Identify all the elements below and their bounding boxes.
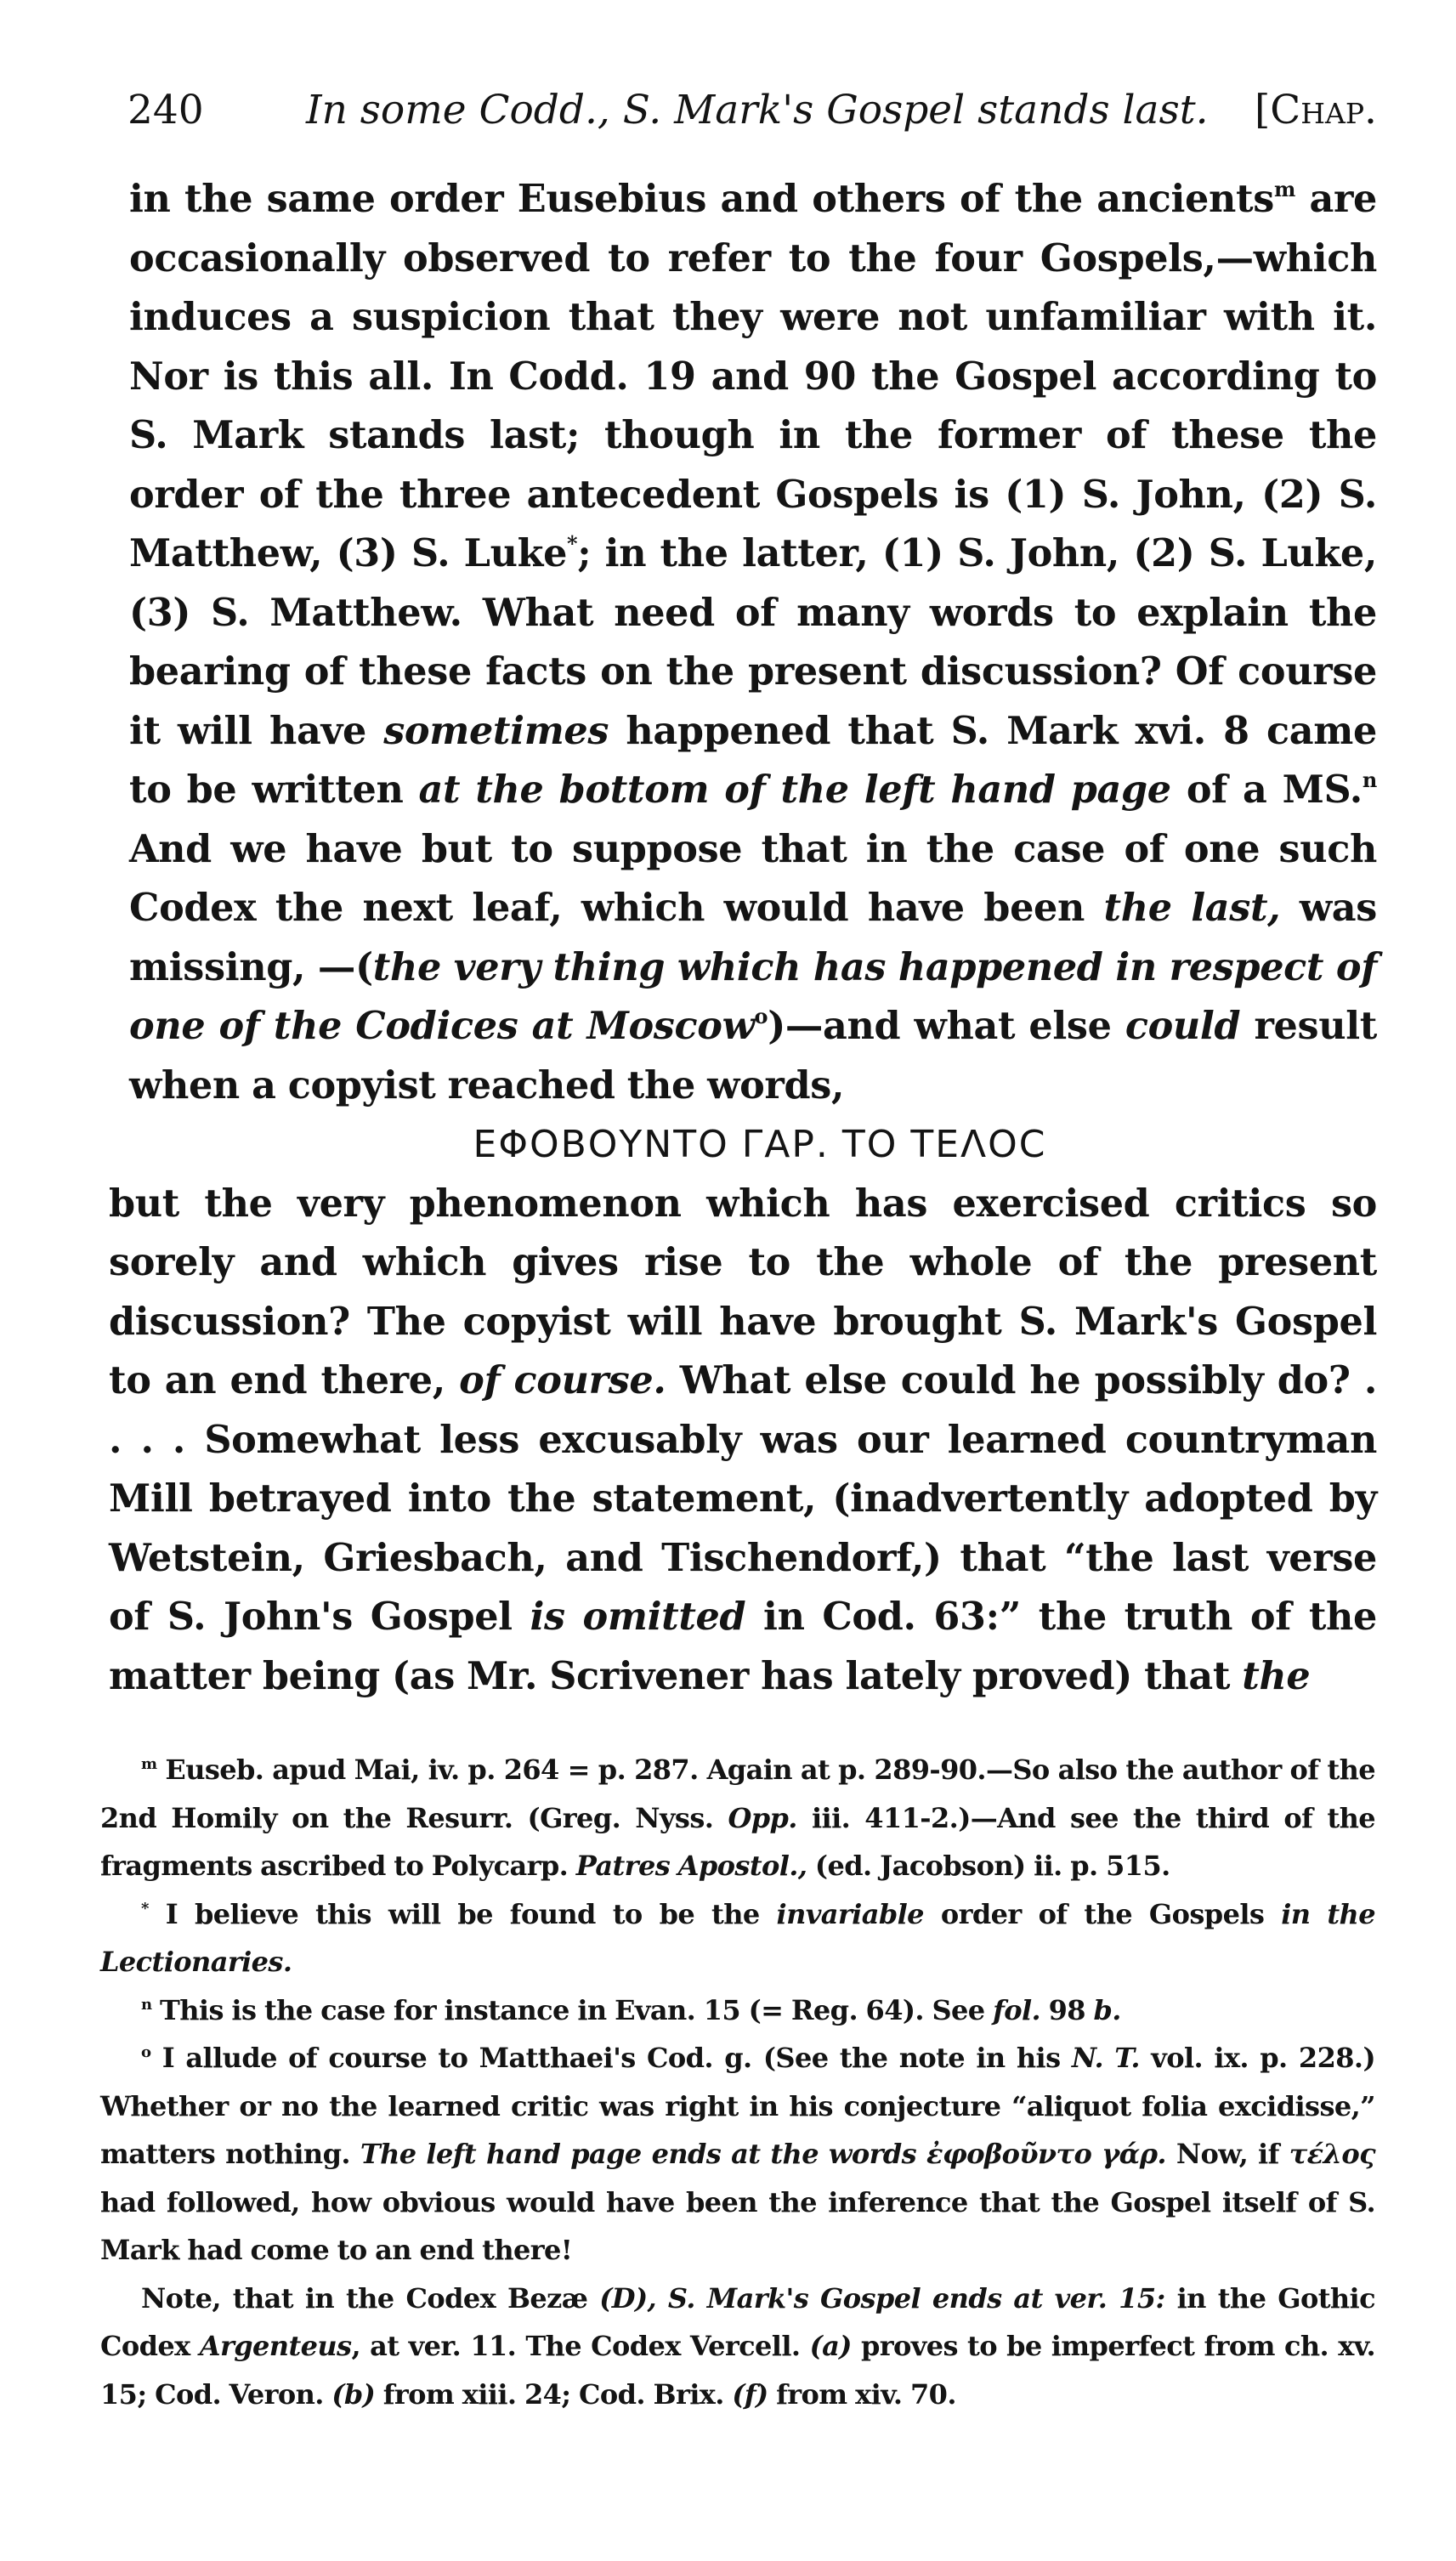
- footnote-marker-o: o: [754, 1004, 768, 1028]
- paragraph-1: in the same order Eusebius and others of the ancients$^m$ are occasionally observed to refer to the four Gospels,—which induces a suspicion that they were not unfamiliar with it. Nor is this all. In Codd. 19 and 90 the Gospel according to S. Mark stands last; though in the former of these the order of the three antecedent Gospels is (1) S. John, (2) S. Matthew, (3) S. Luke*; in the latter, (1) S. John, (2) S. Luke, (3) S. Matthew. What need of many words to explain the bearing of these facts on the present discussion? Of course it will have sometimes happened that S. Mark xvi. 8 came to be written at the bottom of the left hand page of a MS.$^n$ And we have but to suppose that in the case of one such Codex the next leaf, which would have been the last, was missing, —(the very thing which has happened in respect of one of the Codices at Moscow$^o$)—and what else could result when a copyist reached the words,: [129, 177, 1378, 1108]
- footnote-m: $^m$ Euseb. apud Mai, iv. p. 264 = p. 287. Again at p. 289-90.—So also the author of the 2nd Homily on the Resurr. (Greg. Nyss. Opp. iii. 411-2.)—And see the third of the fragments ascribed to Polycarp. Patres Apostol., (ed. Jacobson) ii. p. 515.: [100, 1754, 1375, 1882]
- chapter-label: [Chap.: [1254, 87, 1377, 133]
- footnote-o: $^o$ I allude of course to Matthaei's Cod. g. (See the note in his N. T. vol. ix. p. 228.) Whether or no the learned critic was right in his conjecture “aliquot folia excidisse,” matters nothing. The left hand page ends at the words ἐφοβοῦντο γάρ. Now, if τέλος had followed, how obvious would have been the inference that the Gospel itself of S. Mark had come to an end there!: [100, 2042, 1375, 2266]
- footnote-note: Note, that in the Codex Bezæ (D), S. Mark's Gospel ends at ver. 15: in the Gothic Codex Argenteus, at ver. 11. The Codex Vercell. (a) proves to be imperfect from ch. xv. 15; Cod. Veron. (b) from xiii. 24; Cod. Brix. (f) from xiv. 70.: [100, 2281, 1376, 2411]
- footnotes: [100, 1746, 1375, 2418]
- running-title: In some Codd., S. Mark's Gospel stands last.: [306, 87, 1209, 133]
- running-header: [127, 76, 1377, 144]
- footnote-marker-star: *: [567, 531, 578, 556]
- footnote-n: $^n$ This is the case for instance in Evan. 15 (= Reg. 64). See fol. 98 b.: [141, 1993, 1121, 2026]
- footnote-marker-n: n: [1362, 768, 1377, 792]
- main-text: [109, 170, 1377, 1706]
- greek-quotation: ΕΦΟΒΟΥΝΤΟ ΓΑΡ. ΤΟ ΤΕΛΟϹ: [473, 1123, 1047, 1166]
- footnote-marker-m: m: [1273, 177, 1295, 201]
- paragraph-2: but the very phenomenon which has exercised critics so sorely and which gives rise to the whole of the present discussion? The copyist will have brought S. Mark's Gospel to an end there, of course. What else could he possibly do? . . . . Somewhat less excusably was our learned countryman Mill betrayed into the statement, (inadvertently adopted by Wetstein, Griesbach, and Tischendorf,) that “the last verse of S. John's Gospel is omitted in Cod. 63:” the truth of the matter being (as Mr. Scrivener has lately proved) that the: [109, 1181, 1378, 1698]
- page-number: 240: [127, 87, 204, 133]
- footnote-star: * I believe this will be found to be the invariable order of the Gospels in the Lectionaries.: [100, 1897, 1375, 1978]
